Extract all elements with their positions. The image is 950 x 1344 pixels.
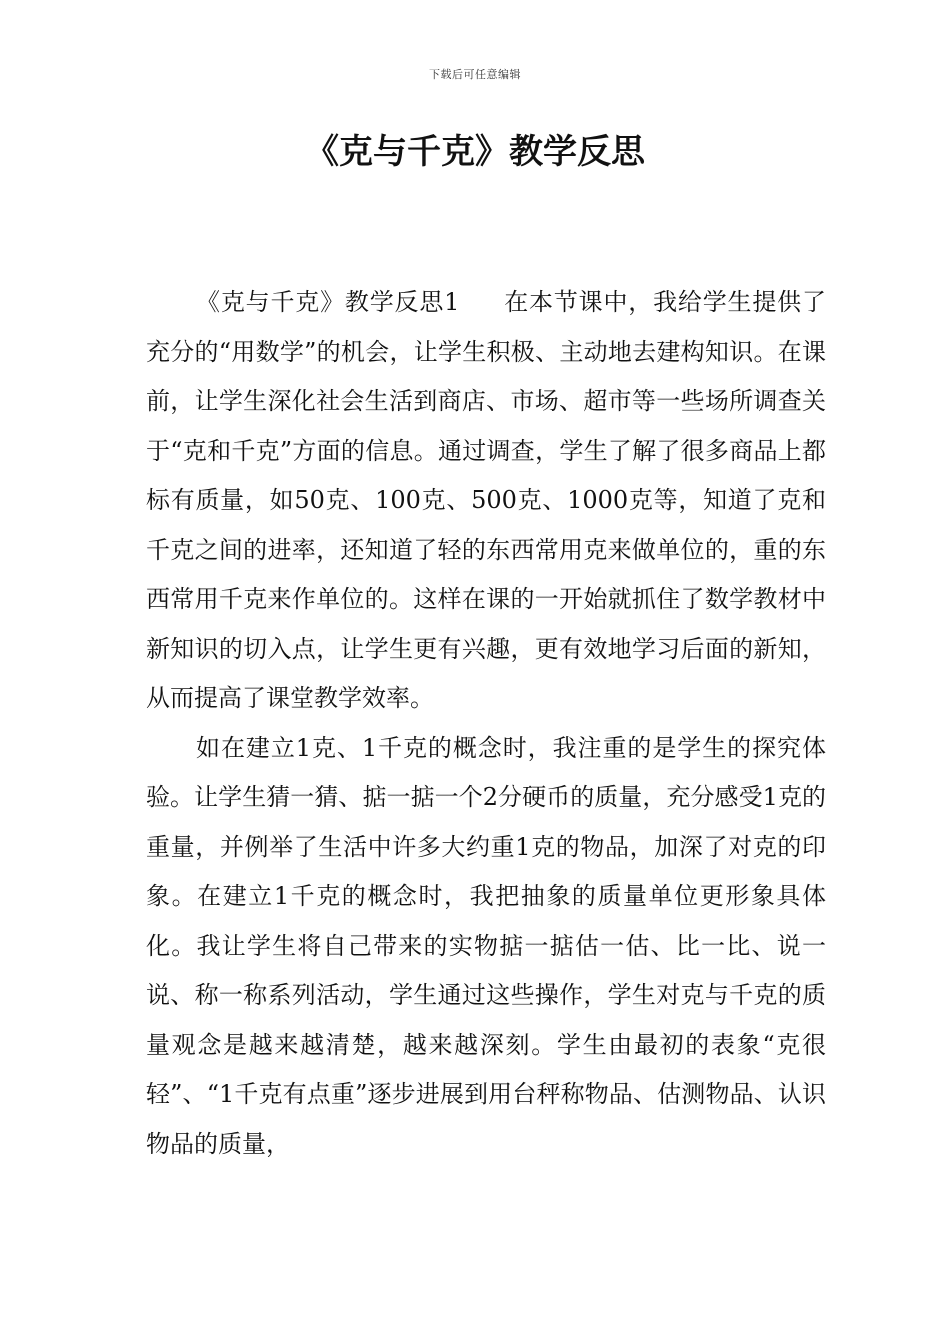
paragraph-2 — [146, 724, 826, 1170]
paragraph-2-text: 如在建立1克、1千克的概念时，我注重的是学生的探究体验。让学生猜一猜、掂一掂一个2分硬币的质量，充分感受1克的重量，并例举了生活中许多大约重1克的物品，加深了对克的印象。在建立1千克的概念时，我把抽象的质量单位更形象具体化。我让学生将自己带来的实物掂一掂估一估、比一比、说一说、称一称系列活动，学生通过这些操作，学生对克与千克的质量观念是越来越清楚，越来越深刻。学生由最初的表象“克很轻”、“1千克有点重”逐步进展到用台秤称物品、估测物品、认识物品的质量， — [146, 733, 826, 1158]
header-note: 下载后可任意编辑 — [429, 68, 521, 81]
paragraph-1 — [146, 278, 826, 724]
paragraph-1-text: 在本节课中，我给学生提供了充分的“用数学”的机会，让学生积极、主动地去建构知识。在课前，让学生深化社会生活到商店、市场、超市等一些场所调查关于“克和千克”方面的信息。通过调查，学生了解了很多商品上都标有质量，如50克、100克、500克、1000克等，知道了克和千克之间的进率，还知道了轻的东西常用克来做单位的，重的东西常用千克来作单位的。这样在课的一开始就抓住了数学教材中新知识的切入点，让学生更有兴趣，更有效地学习后面的新知，从而提高了课堂教学效率。 — [146, 288, 827, 712]
document-body — [146, 278, 826, 1169]
section-heading: 《克与千克》教学反思1 — [196, 288, 460, 316]
document-title: 《克与千克》教学反思 — [305, 132, 645, 172]
